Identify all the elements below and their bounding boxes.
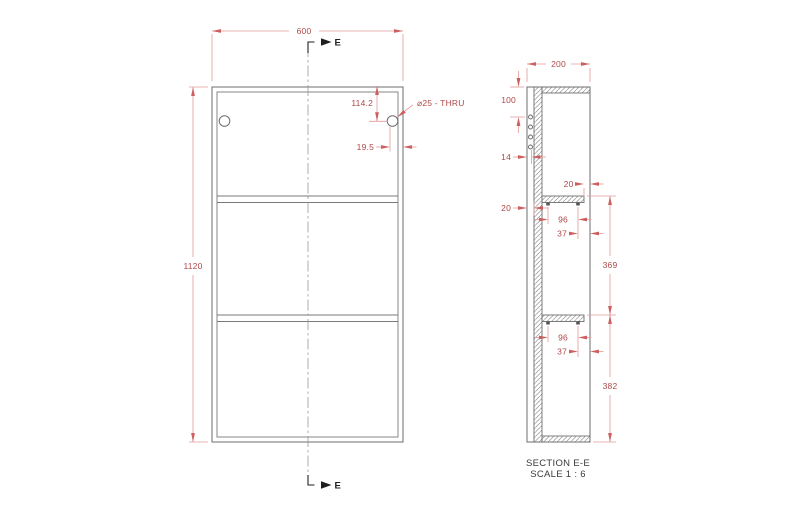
dim-arrow-icon: [191, 433, 195, 442]
upper-shelf-section: [542, 196, 584, 203]
dim-arrow-icon: [575, 182, 584, 186]
bottom-panel-section: [542, 436, 590, 442]
dim-arrow-icon: [394, 29, 403, 33]
cabinet-outer-outline: [212, 87, 403, 442]
dim-arrow-icon: [191, 87, 195, 96]
right-mounting-hole: [387, 116, 398, 127]
section-scale: SCALE 1 : 6: [530, 469, 586, 480]
dim-arrow-icon: [539, 336, 548, 340]
lower-shelf-pin-front: [576, 322, 580, 325]
section-mark-bottom-label: E: [334, 480, 341, 492]
dim-arrow-icon: [608, 196, 612, 205]
section-arrow-bottom-line: [308, 475, 315, 485]
dim-arrow-icon: [569, 350, 578, 354]
bottom-section-dimension: 382: [602, 381, 618, 391]
dim-arrow-icon: [517, 78, 521, 87]
hole-to-back-dimension: 14: [501, 152, 511, 162]
hole-edge-dimension: 19.5: [356, 142, 374, 152]
dim-arrow-icon: [212, 29, 221, 33]
lower-shelf-section: [542, 315, 584, 322]
lower-pin-to-front-dimension: 37: [557, 346, 567, 357]
dim-arrow-icon: [518, 155, 527, 159]
dim-arrow-icon: [578, 336, 587, 340]
front-view-dimensions: [183, 26, 464, 442]
dim-arrow-icon: [581, 62, 590, 66]
depth-dimension: 200: [551, 59, 566, 69]
back-hole-4: [529, 145, 533, 149]
section-arrow-bottom-icon: [321, 481, 332, 489]
back-hole-3: [529, 135, 533, 139]
dim-arrow-icon: [375, 112, 379, 121]
dim-arrow-icon: [590, 350, 599, 354]
lower-pin-spacing-dimension: 96: [558, 332, 568, 343]
shelf-spacing-dimension: 369: [602, 260, 618, 270]
dim-arrow-icon: [381, 145, 390, 149]
dim-arrow-icon: [539, 218, 548, 222]
upper-pin-to-front-dimension: 37: [557, 228, 567, 239]
section-view: [527, 87, 590, 442]
section-mark-top-label: E: [334, 37, 341, 49]
dim-arrow-icon: [517, 117, 521, 126]
back-thickness-dimension: 20: [501, 203, 511, 213]
dim-arrow-icon: [590, 182, 599, 186]
back-hole-1: [529, 115, 533, 119]
width-dimension: 600: [296, 26, 312, 36]
dim-arrow-icon: [518, 206, 527, 210]
top-panel-section: [542, 87, 590, 93]
dim-arrow-icon: [569, 232, 578, 236]
left-mounting-hole: [219, 116, 230, 127]
dim-arrow-icon: [608, 315, 612, 324]
section-caption: [526, 458, 590, 480]
section-arrow-top-icon: [321, 38, 332, 46]
upper-shelf-pin-back: [546, 203, 550, 206]
section-view-dimensions: [501, 59, 617, 442]
lower-shelf-pin-back: [546, 322, 550, 325]
shelf-front-gap-dimension: 20: [563, 179, 574, 189]
section-cut-marks: [308, 38, 341, 492]
front-view: [212, 46, 403, 479]
dim-arrow-icon: [403, 145, 412, 149]
upper-pin-spacing-dimension: 96: [558, 214, 568, 225]
dim-arrow-icon: [578, 218, 587, 222]
height-dimension: 1120: [183, 261, 203, 271]
section-arrow-top-line: [308, 42, 315, 53]
upper-shelf-pin-front: [576, 203, 580, 206]
hole-offset-dimension: 114.2: [351, 98, 373, 108]
back-panel-section: [534, 87, 542, 442]
hole-callout: ⌀25 - THRU: [417, 98, 465, 108]
dim-arrow-icon: [608, 433, 612, 442]
section-title: SECTION E-E: [525, 458, 591, 469]
dim-arrow-icon: [527, 62, 536, 66]
top-to-holes-dimension: 100: [501, 95, 516, 105]
dim-arrow-icon: [590, 232, 599, 236]
dim-arrow-icon: [608, 306, 612, 315]
back-hole-2: [529, 125, 533, 129]
